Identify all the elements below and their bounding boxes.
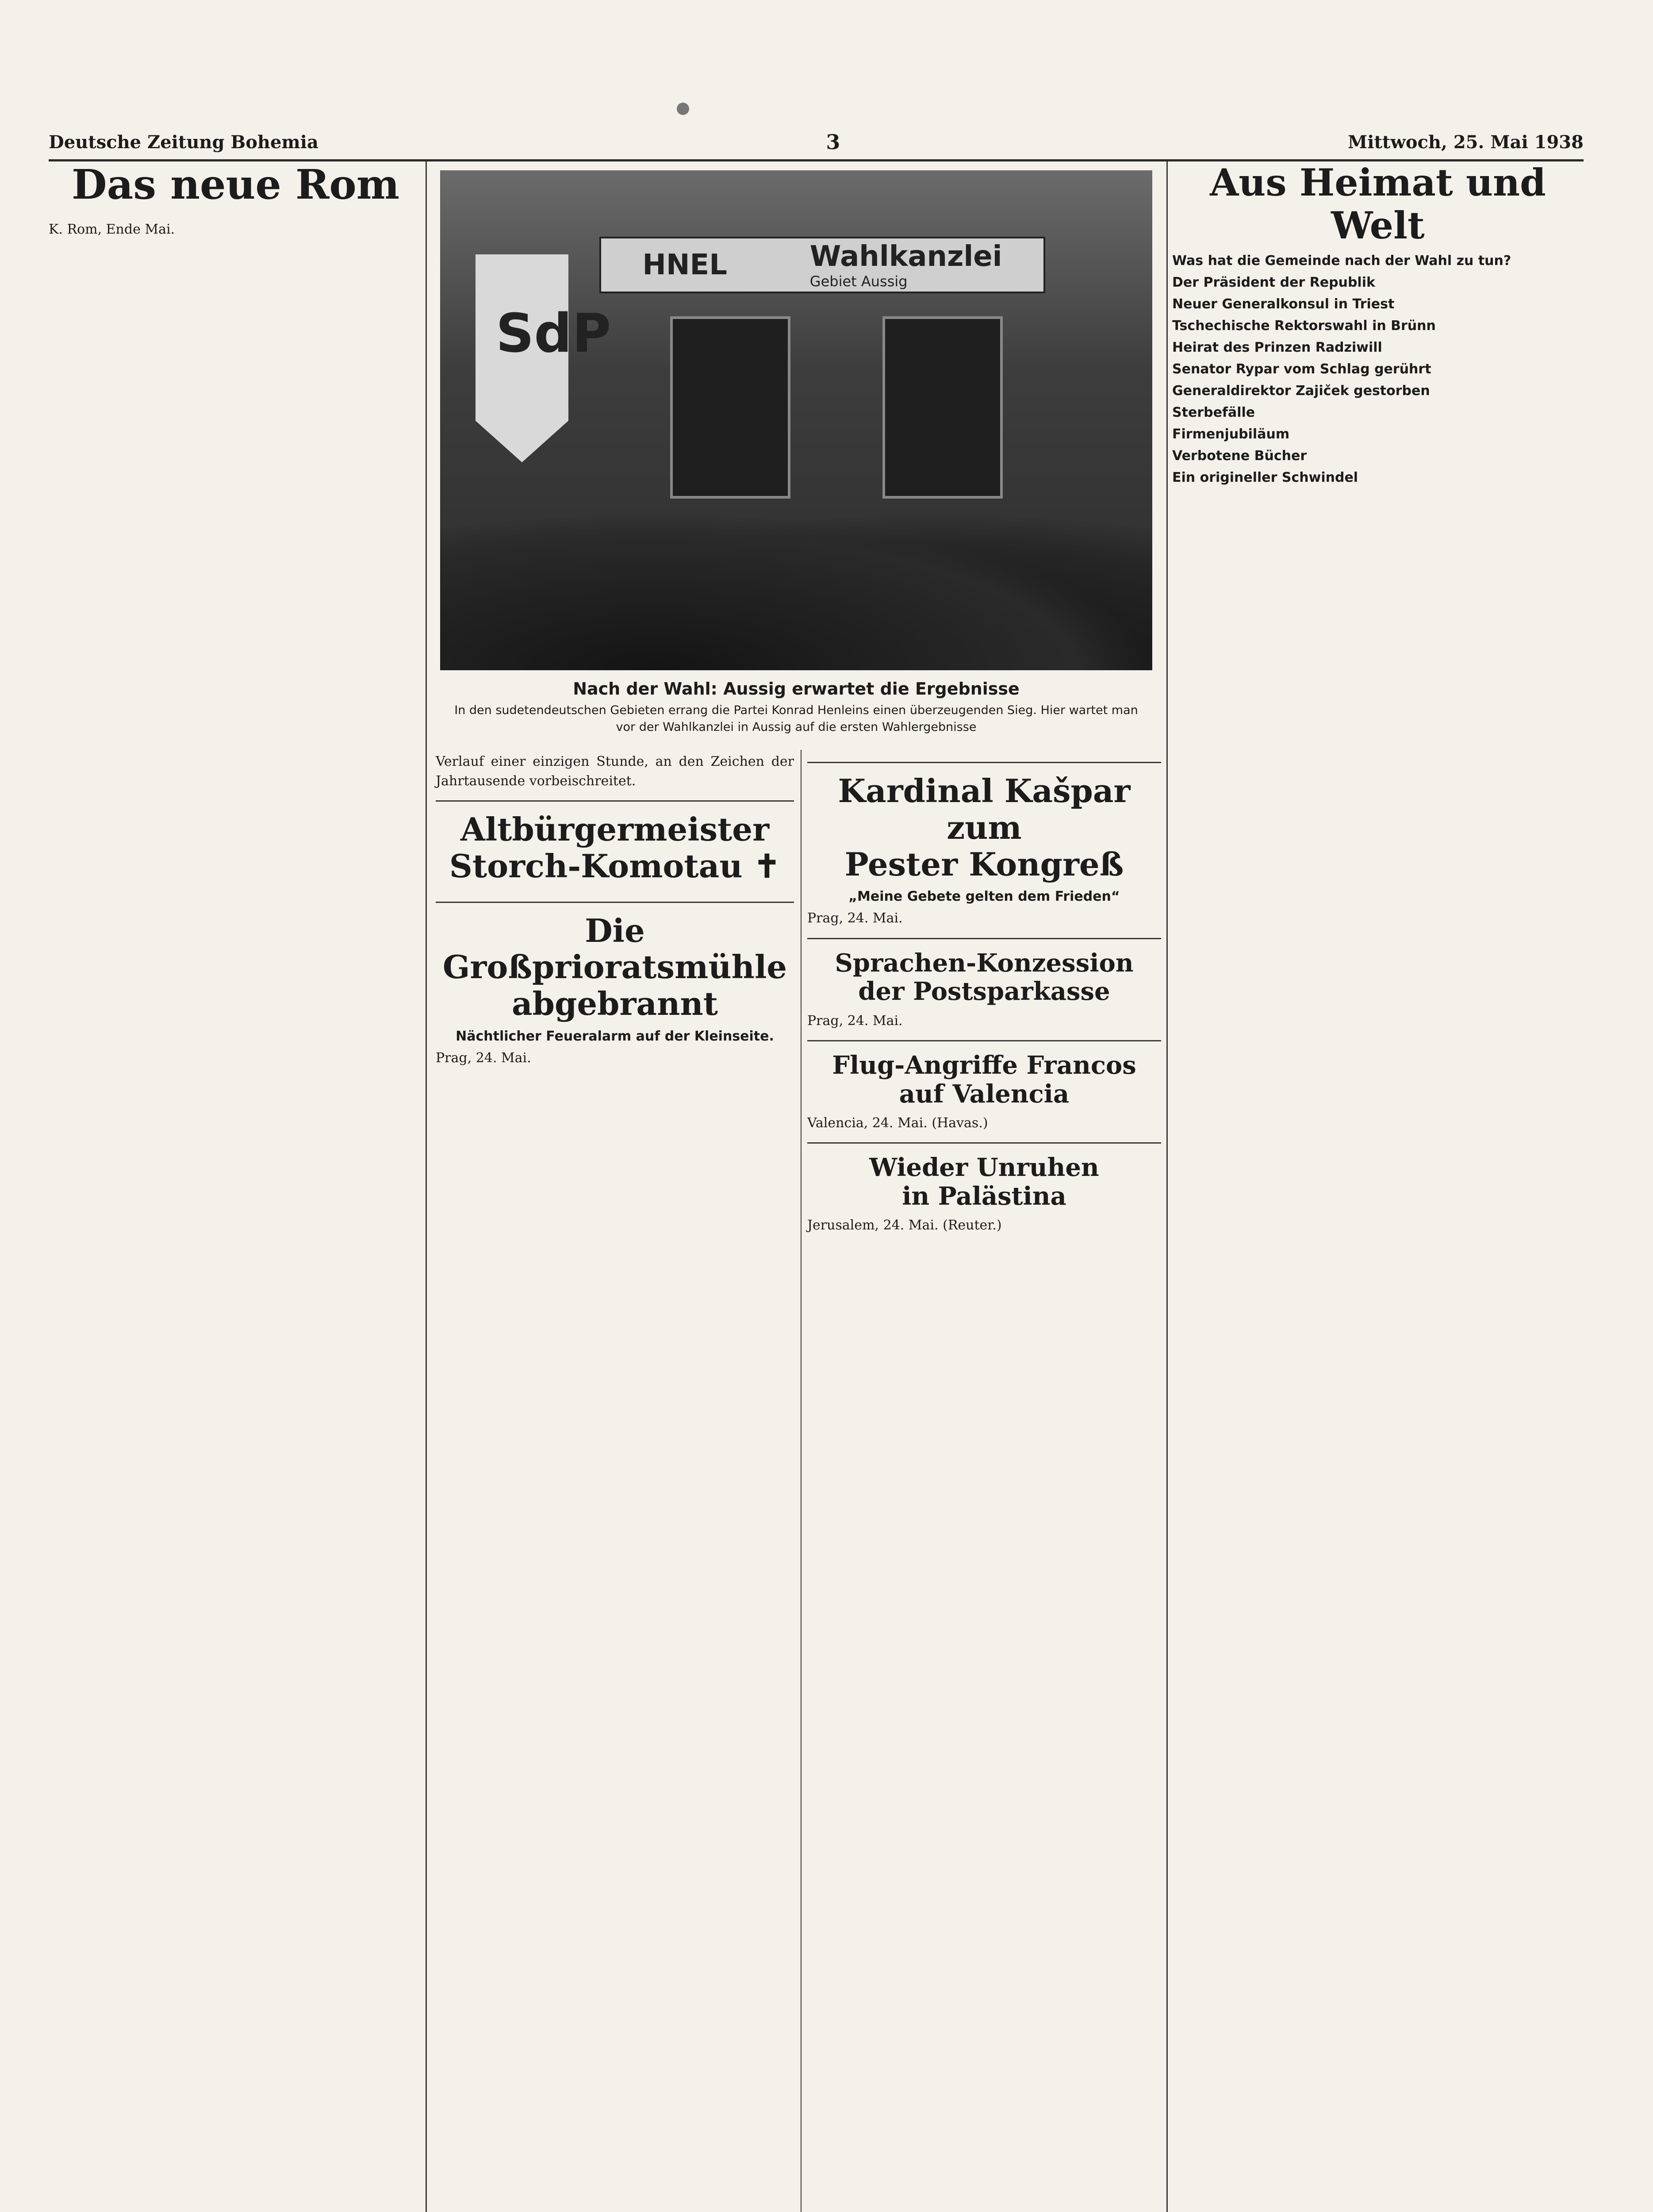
article-separator xyxy=(807,1040,1161,1041)
news-brief xyxy=(1172,296,1584,312)
sign-fragment: HNEL xyxy=(642,249,727,281)
brief-title: Ein origineller Schwindel xyxy=(1172,470,1358,486)
center-right-column xyxy=(807,752,1161,1239)
article-separator xyxy=(436,800,794,802)
column-rule xyxy=(1166,161,1168,2212)
cross-icon: ✝ xyxy=(753,847,781,885)
news-brief xyxy=(1172,253,1584,269)
fire-headline xyxy=(436,913,794,1022)
cardinal-headline-line2: Pester Kongreß xyxy=(844,845,1124,883)
palestine-headline xyxy=(807,1153,1161,1210)
valencia-headline xyxy=(807,1051,1161,1108)
obituary-headline-line2: Storch-Komotau xyxy=(449,847,743,885)
article-separator xyxy=(807,762,1161,763)
news-brief xyxy=(1172,361,1584,377)
fire-subhead: Nächtlicher Feueralarm auf der Kleinseite. xyxy=(456,1028,774,1044)
obituary-headline xyxy=(436,811,794,885)
column-rule xyxy=(801,750,802,2212)
brief-title: Was hat die Gemeinde nach der Wahl zu tun? xyxy=(1172,253,1511,269)
brief-title: Sterbefälle xyxy=(1172,405,1255,421)
language-headline-line2: der Postsparkasse xyxy=(858,977,1110,1006)
brief-title: Verbotene Bücher xyxy=(1172,448,1307,464)
sign-office xyxy=(810,240,1002,290)
office-sign xyxy=(599,237,1045,293)
fire-headline-line2: abgebrannt xyxy=(511,985,718,1023)
valencia-headline-line1: Flug-Angriffe Francos xyxy=(832,1051,1136,1080)
photo-block xyxy=(431,161,1161,750)
masthead xyxy=(49,125,1584,161)
news-brief xyxy=(1172,340,1584,355)
news-brief xyxy=(1172,405,1584,420)
fire-dateline: Prag, 24. Mai. xyxy=(436,1050,531,1066)
column-home-and-world xyxy=(1172,161,1584,2212)
sign-office-title: Wahlkanzlei xyxy=(809,240,1002,273)
brief-title: Senator Rypar vom Schlag gerührt xyxy=(1172,361,1431,377)
palestine-headline-line2: in Palästina xyxy=(902,1181,1066,1211)
valencia-dateline: Valencia, 24. Mai. (Havas.) xyxy=(807,1115,988,1131)
shop-window xyxy=(670,316,790,499)
news-brief xyxy=(1172,448,1584,464)
valencia-headline-line2: auf Valencia xyxy=(899,1079,1070,1109)
paper-name: Deutsche Zeitung Bohemia xyxy=(49,131,318,153)
language-headline xyxy=(807,949,1161,1006)
news-brief xyxy=(1172,470,1584,485)
language-dateline: Prag, 24. Mai. xyxy=(807,1013,903,1029)
scan-speck xyxy=(677,103,689,115)
obituary-headline-line1: Altbürgermeister xyxy=(460,810,770,848)
column-rule xyxy=(426,161,427,2212)
cardinal-headline-line1: Kardinal Kašpar zum xyxy=(838,772,1131,846)
issue-date: Mittwoch, 25. Mai 1938 xyxy=(1347,131,1584,153)
brief-title: Der Präsident der Republik xyxy=(1172,275,1375,291)
crowd xyxy=(440,511,1152,670)
news-briefs xyxy=(1172,253,1584,485)
news-brief xyxy=(1172,426,1584,442)
center-left-column xyxy=(436,752,794,1071)
brief-title: Tschechische Rektorswahl in Brünn xyxy=(1172,318,1436,334)
brief-title: Neuer Generalkonsul in Triest xyxy=(1172,296,1395,312)
news-brief xyxy=(1172,275,1584,290)
article-dateline: K. Rom, Ende Mai. xyxy=(49,221,175,237)
cardinal-dateline: Prag, 24. Mai. xyxy=(807,910,903,926)
news-brief xyxy=(1172,383,1584,399)
article-separator xyxy=(807,938,1161,939)
rome-continuation: Verlauf einer einzigen Stunde, an den Zeichen der Jahrtausende vorbeischreitet. xyxy=(436,754,794,789)
palestine-dateline: Jerusalem, 24. Mai. (Reuter.) xyxy=(807,1217,1002,1233)
palestine-headline-line1: Wieder Unruhen xyxy=(869,1153,1099,1183)
language-headline-line1: Sprachen-Konzession xyxy=(835,948,1134,978)
brief-title: Generaldirektor Zajiček gestorben xyxy=(1172,383,1430,399)
shop-window xyxy=(882,316,1003,499)
brief-title: Firmenjubiläum xyxy=(1172,426,1290,442)
fire-headline-line1: Die Großprioratsmühle xyxy=(442,911,787,986)
article-separator xyxy=(436,902,794,903)
section-headline: Aus Heimat und Welt xyxy=(1210,161,1546,247)
column-rome-article xyxy=(49,161,422,2212)
page-number: 3 xyxy=(826,130,840,154)
news-brief xyxy=(1172,318,1584,334)
cardinal-headline xyxy=(807,773,1161,883)
election-photo xyxy=(440,170,1152,670)
sign-office-subtitle: Gebiet Aussig xyxy=(809,273,908,290)
photo-caption-text: In den sudetendeutschen Gebieten errang die Partei Konrad Henleins einen überzeugenden Sieg. Hier wartet man vor der Wahlkanzlei in Aussig auf die ersten Wahlergebnisse xyxy=(454,703,1138,734)
cardinal-subhead: „Meine Gebete gelten dem Frieden“ xyxy=(848,889,1120,905)
brief-title: Heirat des Prinzen Radziwill xyxy=(1172,340,1382,356)
article-separator xyxy=(807,1142,1161,1144)
party-flag-emblem: SdP xyxy=(496,303,611,365)
photo-caption-title: Nach der Wahl: Aussig erwartet die Ergebnisse xyxy=(573,679,1020,699)
article-headline: Das neue Rom xyxy=(71,161,400,208)
